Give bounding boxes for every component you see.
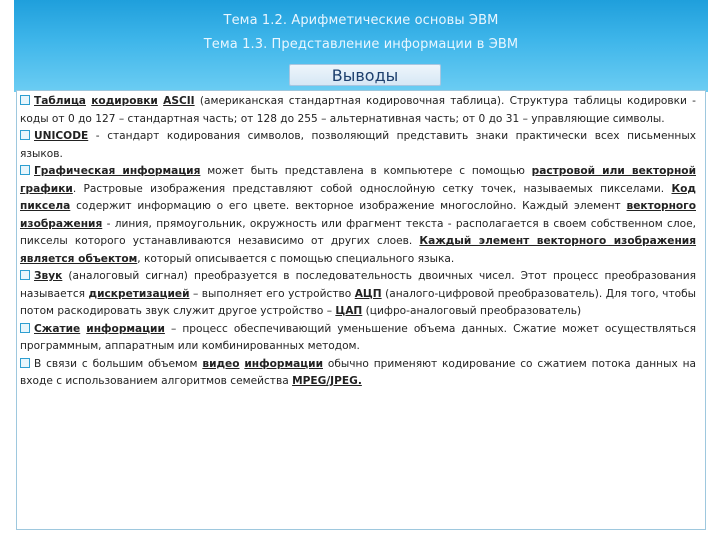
checkbox-bullet-icon <box>20 270 30 280</box>
bullet-text: (аналого-цифровой преобразователь). Для того, чтобы потом раскодировать звук служит другое устройство – <box>20 287 696 317</box>
underlined-term: дискретизацией <box>88 287 190 300</box>
bullet-paragraph <box>20 163 696 268</box>
bullet-paragraph <box>20 321 696 356</box>
bullet-text: (цифро-аналоговый преобразователь) <box>362 305 582 317</box>
underlined-term: информации <box>244 357 323 370</box>
section-title: Выводы <box>289 64 441 86</box>
bullet-paragraph <box>20 268 696 321</box>
underlined-term: векторного изображения <box>20 200 696 230</box>
bullet-text: может быть представлена в компьютере с помощью <box>200 165 532 177</box>
bullet-text: . Растровые изображения представляют собой однослойную сетку точек, называемых пикселами. <box>72 182 672 195</box>
underlined-term: ASCII <box>163 95 195 107</box>
bullet-text: – выполняет его устройство <box>189 287 355 300</box>
bullet-text: - стандарт кодирования символов, позволяющий представить знаки практически всех письменных языков. <box>20 130 696 160</box>
bullet-text: (аналоговый сигнал) преобразуется в последовательность двоичных чисел. Этот процесс преобразования называется <box>20 270 696 300</box>
underlined-term: Каждый элемент векторного изображения является объектом <box>20 235 697 265</box>
underlined-term: Графическая информация <box>34 165 201 177</box>
underlined-term: кодировки <box>91 95 158 107</box>
underlined-term: Таблица <box>34 95 86 107</box>
underlined-term: АЦП <box>354 287 382 300</box>
underlined-term: UNICODE <box>34 130 89 142</box>
checkbox-bullet-icon <box>20 165 30 175</box>
underlined-term: ЦАП <box>335 305 363 317</box>
bullet-text: содержит информацию о его цвете. векторное изображение многослойно. Каждый элемент <box>70 200 627 212</box>
bullet-text: - линия, прямоугольник, окружность или фрагмент текста - располагается в своем собственном слое, пикселы которого устанавливаются независимо от других слоев. <box>20 217 696 247</box>
underlined-term: Сжатие <box>34 322 81 335</box>
underlined-term: информации <box>86 322 165 335</box>
bullet-text: обычно применяют кодирование со сжатием потока данных на входе с использованием алгоритмов семейства <box>20 357 696 387</box>
bullet-text: В связи с большим объемом <box>34 357 203 370</box>
checkbox-bullet-icon <box>20 95 30 105</box>
bullet-text: – процесс обеспечивающий уменьшение объема данных. Сжатие может осуществляться программным, аппаратным или комбинированных методом. <box>20 322 696 352</box>
bullet-paragraph <box>20 93 696 128</box>
underlined-term: растровой или векторной графики <box>20 165 696 195</box>
bullet-text: , который описывается с помощью специального языка. <box>137 252 455 265</box>
bullet-paragraph <box>20 128 696 163</box>
checkbox-bullet-icon <box>20 130 30 140</box>
topic-line-1: Тема 1.2. Арифметические основы ЭВМ <box>223 13 499 28</box>
content-text <box>20 93 696 391</box>
underlined-term: видео <box>202 357 240 370</box>
checkbox-bullet-icon <box>20 358 30 368</box>
header-banner <box>14 0 708 92</box>
checkbox-bullet-icon <box>20 323 30 333</box>
topic-line-2: Тема 1.3. Представление информации в ЭВМ <box>203 37 519 52</box>
underlined-term: Звук <box>34 270 63 282</box>
underlined-term: MPEG/JPEG. <box>292 375 362 387</box>
underlined-term: Код пиксела <box>20 182 696 212</box>
bullet-text: (американская стандартная кодировочная таблица). Структура таблицы кодировки - коды от 0 до 127 – стандартная часть; от 128 до 255 – альтернативная часть; от 0 до 31 – управляющие символы. <box>20 95 697 125</box>
bullet-paragraph <box>20 356 696 391</box>
